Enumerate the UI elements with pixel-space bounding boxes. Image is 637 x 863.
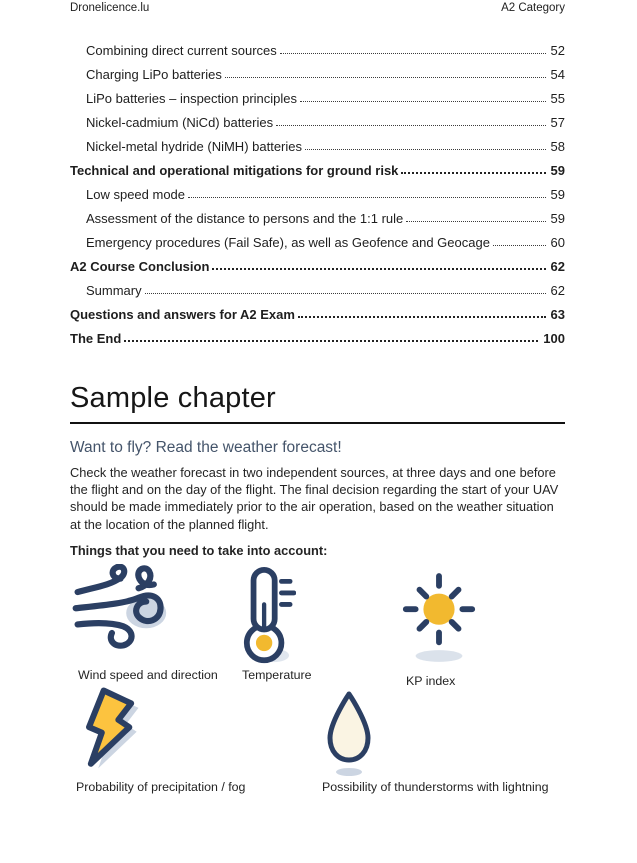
dot-leader: [280, 53, 546, 54]
toc-page-number: 54: [550, 67, 565, 82]
toc-entry[interactable]: [70, 109, 565, 133]
toc-entry[interactable]: [70, 37, 565, 61]
toc-entry[interactable]: [70, 157, 565, 181]
toc-entry[interactable]: [70, 61, 565, 85]
factor-label-temperature: Temperature: [242, 667, 312, 682]
toc-entry-label: Low speed mode: [86, 187, 186, 202]
toc-page-number: 63: [550, 307, 565, 322]
lightning-icon: [78, 684, 144, 774]
toc-entry[interactable]: [70, 301, 565, 325]
dot-leader: [406, 221, 545, 222]
factor-label-thunderstorms: Possibility of thunderstorms with lightning: [322, 779, 549, 794]
factor-label-kp-index: KP index: [406, 673, 456, 688]
sun-icon: [400, 570, 478, 664]
chapter-title: Sample chapter: [70, 382, 276, 414]
chapter-paragraph: Check the weather forecast in two independent sources, at three days and one before the flight and on the day of the flight. The final decision regarding the start of your UAV should be made immediately prior to the air operation, based on the weather situation at the location of the planned flight.: [70, 465, 559, 532]
toc-entry[interactable]: [70, 205, 565, 229]
chapter-subtitle: Want to fly? Read the weather forecast!: [70, 439, 342, 456]
toc-entry-label: The End: [70, 331, 122, 346]
toc-entry-label: Combining direct current sources: [86, 43, 277, 58]
toc-page-number: 59: [550, 211, 565, 226]
table-of-contents: [70, 0, 565, 349]
toc-entry[interactable]: [70, 133, 565, 157]
wind-icon: [70, 564, 170, 662]
toc-entry-label: Nickel-cadmium (NiCd) batteries: [86, 115, 274, 130]
toc-page-number: 62: [550, 283, 565, 298]
toc-page-number: 100: [543, 331, 565, 346]
toc-page-number: 59: [550, 163, 565, 178]
dot-leader: [124, 340, 538, 342]
dot-leader: [225, 77, 546, 78]
dot-leader: [188, 197, 546, 198]
dot-leader: [145, 293, 546, 294]
factors-intro: Things that you need to take into account:: [70, 542, 328, 558]
factor-temperature: [238, 566, 312, 682]
toc-entry[interactable]: [70, 253, 565, 277]
water-drop-icon: [324, 690, 374, 776]
toc-page-number: 60: [550, 235, 565, 250]
dot-leader: [401, 172, 545, 174]
dot-leader: [305, 149, 546, 150]
toc-entry[interactable]: [70, 229, 565, 253]
dot-leader: [300, 101, 546, 102]
toc-page-number: 62: [550, 259, 565, 274]
toc-page-number: 59: [550, 187, 565, 202]
toc-entry-label: Questions and answers for A2 Exam: [70, 307, 295, 322]
factor-label-wind: Wind speed and direction: [78, 667, 218, 682]
toc-entry-label: LiPo batteries – inspection principles: [86, 91, 298, 106]
toc-entry-label: Charging LiPo batteries: [86, 67, 222, 82]
weather-factors: [70, 562, 565, 812]
toc-entry[interactable]: [70, 181, 565, 205]
header-category: A2 Category: [501, 2, 565, 14]
toc-page-number: 52: [550, 43, 565, 58]
factor-precipitation: [76, 684, 246, 794]
factor-thunderstorms: [322, 690, 549, 794]
toc-page-number: 58: [550, 139, 565, 154]
toc-page-number: 55: [550, 91, 565, 106]
factor-label-precipitation: Probability of precipitation / fog: [76, 779, 246, 794]
factor-kp-index: [400, 570, 478, 688]
factor-wind: [70, 564, 218, 682]
dot-leader: [276, 125, 545, 126]
toc-entry-label: Nickel-metal hydride (NiMH) batteries: [86, 139, 302, 154]
dot-leader: [212, 268, 545, 270]
toc-entry-label: Assessment of the distance to persons and the 1:1 rule: [86, 211, 404, 226]
header-site-name: Dronelicence.lu: [70, 2, 150, 14]
dot-leader: [493, 245, 546, 246]
toc-entry-label: Emergency procedures (Fail Safe), as well as Geofence and Geocage: [86, 235, 490, 250]
thermometer-icon: [238, 566, 296, 666]
toc-entry-label: Technical and operational mitigations for ground risk: [70, 163, 399, 178]
title-rule: [70, 422, 565, 424]
toc-entry[interactable]: [70, 325, 565, 349]
dot-leader: [298, 316, 546, 318]
toc-entry[interactable]: [70, 85, 565, 109]
toc-page-number: 57: [550, 115, 565, 130]
toc-entry-label: A2 Course Conclusion: [70, 259, 210, 274]
toc-entry[interactable]: [70, 277, 565, 301]
toc-entry-label: Summary: [86, 283, 142, 298]
